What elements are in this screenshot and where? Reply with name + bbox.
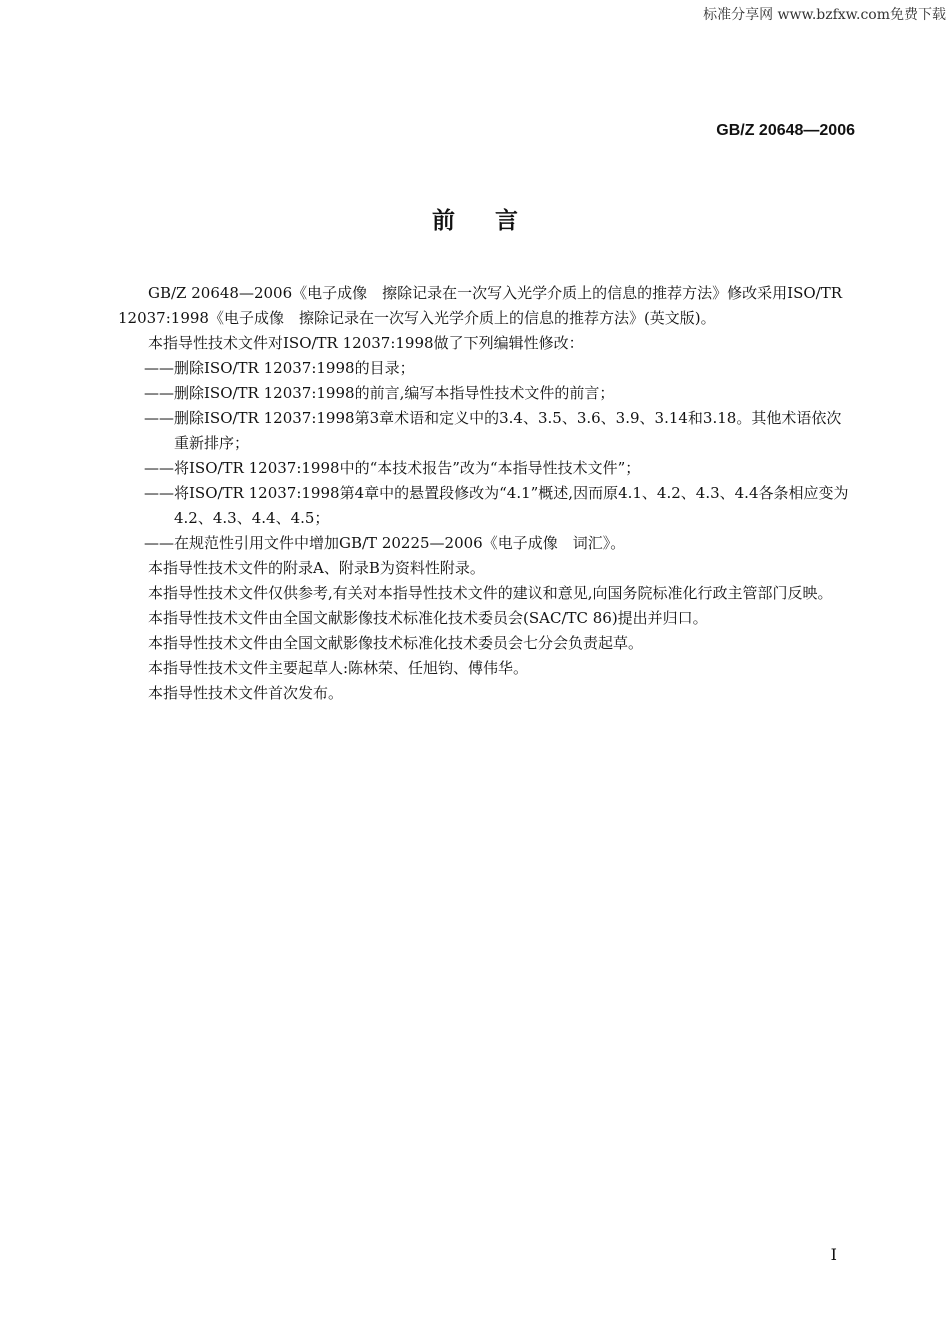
annex-paragraph: 本指导性技术文件的附录A、附录B为资料性附录。 [148,559,485,577]
modifications-lead-paragraph: 本指导性技术文件对ISO/TR 12037:1998做了下列编辑性修改： [148,334,584,352]
modification-item: ——将ISO/TR 12037:1998第4章中的悬置段修改为“4.1”概述,因而原4.1、4.2、4.3、4.4各条相应变为4.2、4.3、4.4、4.5； [144,484,849,527]
modification-item: ——将ISO/TR 12037:1998中的“本技术报告”改为“本指导性技术文件”； [144,459,641,477]
drafting-unit-paragraph: 本指导性技术文件由全国文献影像技术标准化技术委员会七分会负责起草。 [148,634,644,652]
first-release-paragraph: 本指导性技术文件首次发布。 [148,684,344,702]
feedback-paragraph: 本指导性技术文件仅供参考,有关对本指导性技术文件的建议和意见,向国务院标准化行政主管部门反映。 [148,584,833,602]
foreword-body [118,281,856,706]
intro-paragraph: GB/Z 20648—2006《电子成像 擦除记录在一次写入光学介质上的信息的推荐方法》修改采用ISO/TR 12037:1998《电子成像 擦除记录在一次写入光学介质上的信息的推荐方法》(英文版)。 [118,284,842,327]
modification-item: ——在规范性引用文件中增加GB/T 20225—2006《电子成像 词汇》。 [144,534,626,552]
standard-code: GB/Z 20648—2006 [716,122,855,139]
modification-item: ——删除ISO/TR 12037:1998第3章术语和定义中的3.4、3.5、3.6、3.9、3.14和3.18。其他术语依次重新排序； [144,409,842,452]
proposer-paragraph: 本指导性技术文件由全国文献影像技术标准化技术委员会(SAC/TC 86)提出并归口。 [148,609,708,627]
modification-item: ——删除ISO/TR 12037:1998的目录； [144,359,415,377]
drafters-paragraph: 本指导性技术文件主要起草人:陈林荣、任旭钧、傅伟华。 [148,659,529,677]
page-number: I [830,1245,837,1264]
page-title: 前言 [432,208,558,234]
watermark-text: 标准分享网 www.bzfxw.com免费下载 [703,7,946,23]
modification-item: ——删除ISO/TR 12037:1998的前言,编写本指导性技术文件的前言； [144,384,615,402]
